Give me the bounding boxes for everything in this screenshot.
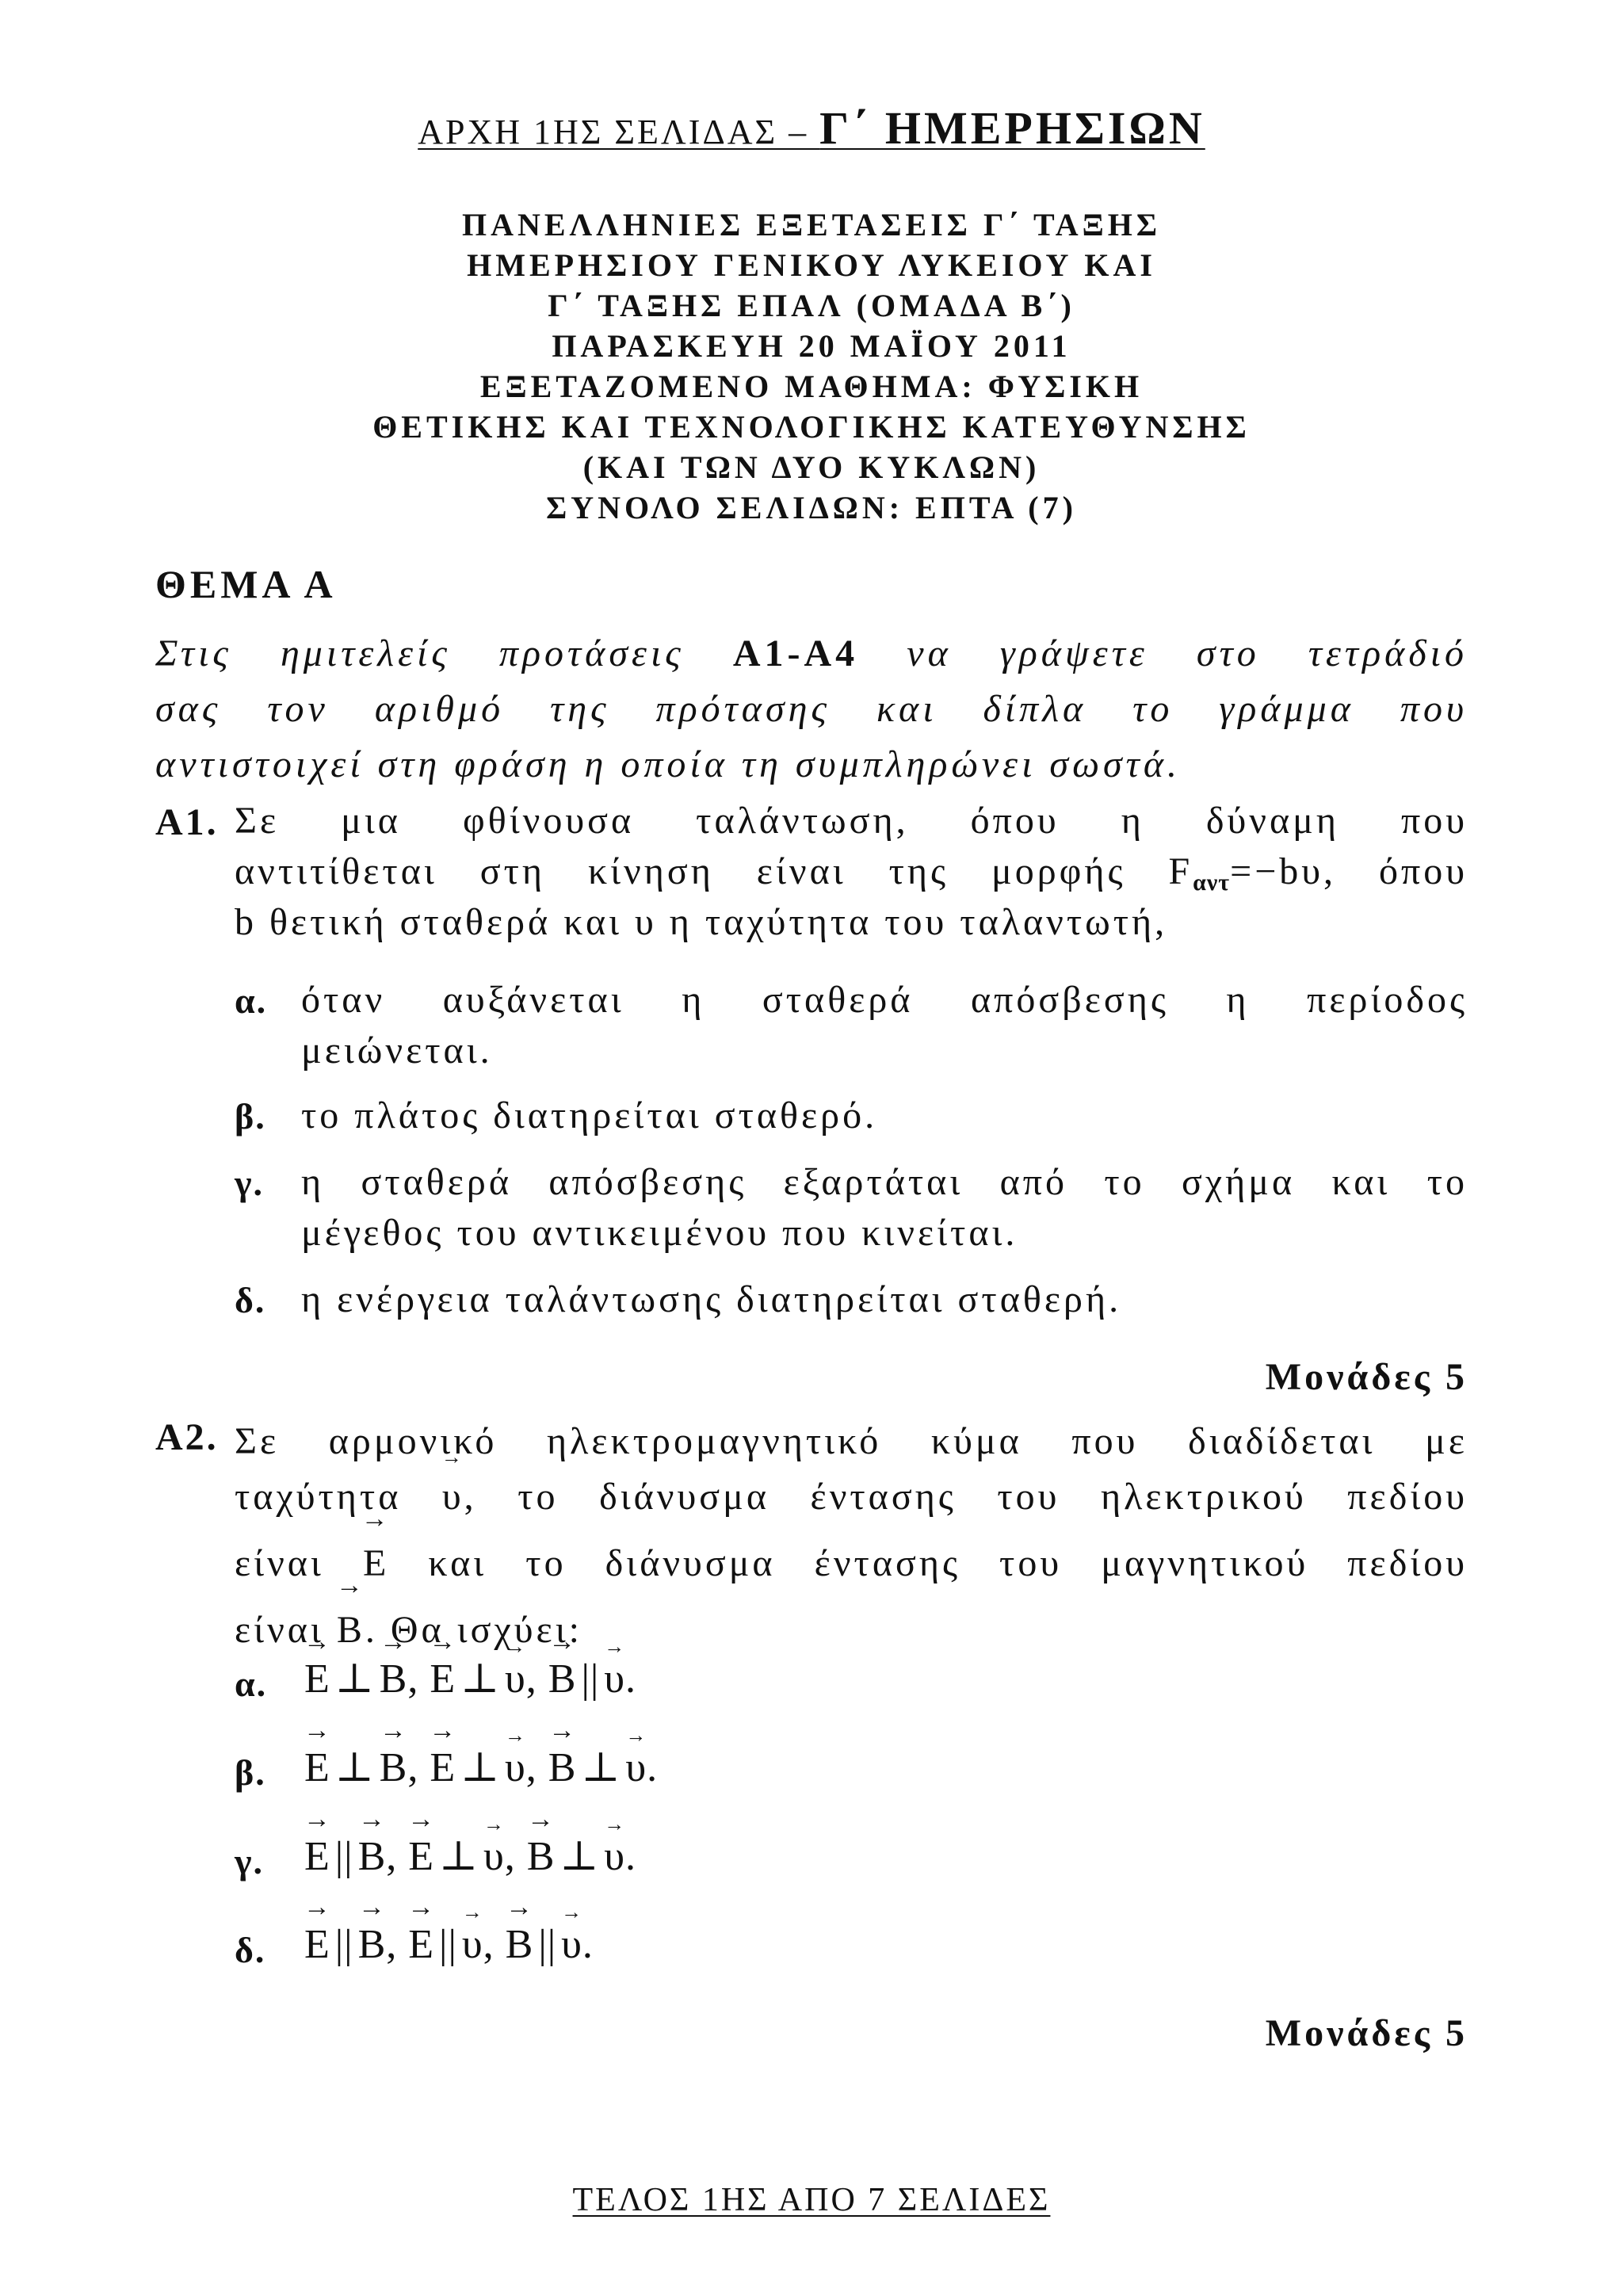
option-text (301, 1157, 1468, 1259)
separator: , (407, 1656, 419, 1702)
option-label: δ. (235, 1930, 266, 1970)
question-text-a2 (235, 1411, 1468, 1666)
instruction-text: Στις ημιτελείς προτάσεις (155, 632, 733, 674)
option-line: όταν αυξάνεται η σταθερά απόσβεσης η περίοδος (301, 979, 1468, 1021)
separator: . (647, 1745, 659, 1790)
relation-symbol: || (334, 1922, 353, 1967)
marks-a1: Μονάδες 5 (1265, 1356, 1468, 1398)
separator: , (386, 1922, 398, 1967)
question-text: είναι (235, 1542, 363, 1584)
question-line: b θετική σταθερά και υ η ταχύτητα του ταλαντωτή, (235, 901, 1168, 943)
separator: , (483, 1922, 495, 1967)
relation-symbol: ⊥ (460, 1656, 501, 1702)
velocity-symbol: → υ (483, 1833, 505, 1880)
option-line: μέγεθος του αντικειμένου που κινείται. (301, 1212, 1018, 1254)
title-line: (ΚΑΙ ΤΩΝ ΔΥΟ ΚΥΚΛΩΝ) (582, 449, 1041, 485)
magnetic-field-symbol: → B (380, 1656, 408, 1702)
option-text (301, 1274, 1468, 1325)
magnetic-field-symbol: → B (506, 1921, 534, 1968)
velocity-symbol: → υ (604, 1833, 625, 1880)
force-subscript: αντ (1193, 869, 1231, 896)
separator: , (525, 1656, 537, 1702)
magnetic-field-symbol: → B (358, 1921, 387, 1968)
electric-field-symbol: → E (408, 1921, 434, 1968)
electric-field-symbol: → E (430, 1744, 456, 1791)
option-text (301, 975, 1468, 1076)
separator: . (625, 1834, 637, 1879)
relation-option-c (304, 1832, 636, 1880)
relation-option-a (304, 1655, 636, 1702)
option-label: γ. (235, 1841, 265, 1881)
header-prefix: ΑΡΧΗ 1ΗΣ ΣΕΛΙΔΑΣ – (418, 113, 820, 151)
question-label-a1: Α1. (155, 801, 219, 843)
electric-field-vector: → E (363, 1533, 389, 1595)
velocity-symbol: → υ (561, 1921, 582, 1968)
relation-option-d (304, 1921, 594, 1968)
separator: . (625, 1656, 637, 1702)
instruction-line (155, 626, 1468, 682)
option-label: α. (235, 980, 268, 1021)
magnetic-field-symbol: → B (548, 1744, 577, 1791)
electric-field-symbol: → E (304, 1656, 330, 1702)
instruction-bold: Α1-Α4 (732, 632, 859, 674)
question-text: , το διάνυσμα έντασης του ηλεκτρικού πεδίου (464, 1476, 1468, 1518)
electric-field-symbol: → E (304, 1921, 330, 1968)
question-line (235, 846, 1468, 897)
relation-symbol: || (581, 1656, 600, 1702)
magnetic-field-symbol: → B (358, 1833, 387, 1880)
relation-symbol: ⊥ (581, 1745, 621, 1790)
option-label: α. (235, 1664, 268, 1704)
magnetic-field-symbol: → B (548, 1656, 577, 1702)
electric-field-symbol: → E (304, 1833, 330, 1880)
question-line: Σε μια φθίνουσα ταλάντωση, όπου η δύναμη που (235, 800, 1468, 842)
title-line: ΣΥΝΟΛΟ ΣΕΛΙΔΩΝ: ΕΠΤΑ (7) (546, 490, 1077, 525)
separator: , (407, 1745, 419, 1790)
relation-symbol: ⊥ (559, 1834, 600, 1879)
question-label-a2: Α2. (155, 1416, 219, 1458)
electric-field-symbol: → E (430, 1656, 456, 1702)
title-line: ΘΕΤΙΚΗΣ ΚΑΙ ΤΕΧΝΟΛΟΓΙΚΗΣ ΚΑΤΕΥΘΥΝΣΗΣ (372, 409, 1251, 445)
relation-option-b (304, 1744, 658, 1791)
option-label: γ. (235, 1163, 265, 1203)
exam-title-block (0, 204, 1623, 528)
option-text (301, 1091, 1468, 1141)
velocity-symbol: → υ (505, 1656, 526, 1702)
instruction-line: αντιστοιχεί στη φράση η οποία τη συμπληρώνει σωστά. (155, 743, 1182, 785)
option-label: δ. (235, 1280, 266, 1320)
velocity-symbol: → υ (625, 1744, 647, 1791)
electric-field-symbol: → E (408, 1833, 434, 1880)
relation-symbol: ⊥ (334, 1656, 375, 1702)
separator: , (386, 1834, 398, 1879)
header-emphasis: Γ΄ ΗΜΕΡΗΣΙΩΝ (819, 102, 1205, 154)
title-line: ΠΑΝΕΛΛΗΝΙΕΣ ΕΞΕΤΑΣΕΙΣ Γ΄ ΤΑΞΗΣ (461, 207, 1162, 243)
option-label: β. (235, 1096, 266, 1137)
velocity-symbol: → υ (604, 1656, 625, 1702)
option-line: η σταθερά απόσβεσης εξαρτάται από το σχήμα και το (301, 1161, 1468, 1203)
question-text: είναι (235, 1609, 337, 1651)
relation-symbol: ⊥ (460, 1745, 501, 1790)
title-line: ΠΑΡΑΣΚΕΥΗ 20 ΜΑΪΟΥ 2011 (552, 328, 1071, 364)
question-line (235, 1466, 1468, 1533)
option-line: η ενέργεια ταλάντωσης διατηρείται σταθερή. (301, 1278, 1122, 1320)
magnetic-field-symbol: → B (380, 1744, 408, 1791)
instruction-text: να γράψετε στο τετράδιό (858, 632, 1468, 674)
velocity-symbol: → υ (462, 1921, 483, 1968)
option-label: β. (235, 1752, 266, 1793)
velocity-vector: → υ (442, 1466, 464, 1528)
section-heading: ΘΕΜΑ Α (155, 562, 337, 606)
separator: , (504, 1834, 516, 1879)
relation-symbol: || (439, 1922, 457, 1967)
question-text: . Θα ισχύει: (365, 1609, 582, 1651)
question-text: και το διάνυσμα έντασης του μαγνητικού πεδίου (389, 1542, 1468, 1584)
question-text: αντιτίθεται στη κίνηση είναι της μορφής F (235, 850, 1193, 892)
page-header (0, 101, 1623, 155)
question-text-a1 (235, 796, 1468, 948)
title-line: ΕΞΕΤΑΖΟΜΕΝΟ ΜΑΘΗΜΑ: ΦΥΣΙΚΗ (479, 369, 1144, 404)
relation-symbol: ⊥ (439, 1834, 479, 1879)
page-footer (0, 2181, 1623, 2219)
relation-symbol: || (334, 1834, 353, 1879)
separator: , (525, 1745, 537, 1790)
relation-symbol: || (538, 1922, 557, 1967)
instruction-paragraph (155, 626, 1468, 793)
magnetic-field-vector: → B (337, 1599, 365, 1661)
relation-symbol: ⊥ (334, 1745, 375, 1790)
footer-text: ΤΕΛΟΣ 1ΗΣ ΑΠΟ 7 ΣΕΛΙΔΕΣ (572, 2182, 1051, 2218)
option-line: μειώνεται. (301, 1030, 493, 1072)
option-line: το πλάτος διατηρείται σταθερό. (301, 1095, 878, 1137)
electric-field-symbol: → E (304, 1744, 330, 1791)
question-text: ταχύτητα (235, 1476, 442, 1518)
question-text: =−bυ, όπου (1230, 850, 1468, 892)
magnetic-field-symbol: → B (527, 1833, 556, 1880)
question-line (235, 1533, 1468, 1599)
velocity-symbol: → υ (505, 1744, 526, 1791)
question-line: Σε αρμονικό ηλεκτρομαγνητικό κύμα που διαδίδεται με (235, 1420, 1468, 1462)
title-line: ΗΜΕΡΗΣΙΟΥ ΓΕΝΙΚΟΥ ΛΥΚΕΙΟΥ ΚΑΙ (467, 247, 1156, 283)
marks-a2: Μονάδες 5 (1265, 2012, 1468, 2054)
instruction-line: σας τον αριθμό της πρότασης και δίπλα το γράμμα που (155, 688, 1468, 730)
title-line: Γ΄ ΤΑΞΗΣ ΕΠΑΛ (ΟΜΑΔΑ Β΄) (548, 288, 1075, 323)
separator: . (582, 1922, 594, 1967)
